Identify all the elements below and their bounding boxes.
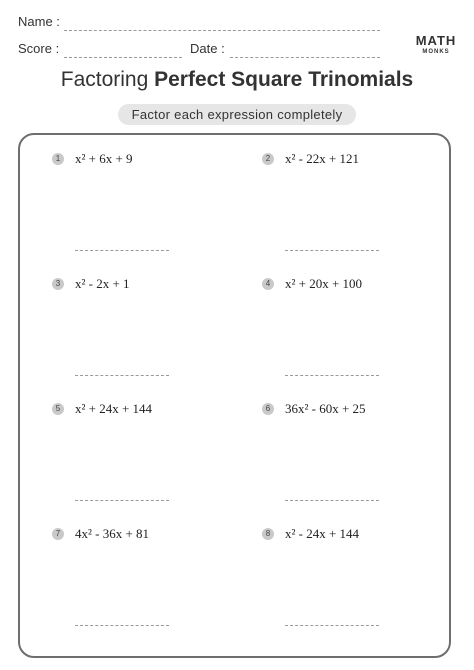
problem-expression: x² + 24x + 144 — [75, 401, 153, 416]
answer-line[interactable] — [75, 500, 169, 501]
math-monks-logo — [414, 34, 458, 56]
instruction-pill: Factor each expression completely — [118, 104, 357, 125]
problem-number-badge: 2 — [262, 153, 274, 165]
problem-number-badge: 7 — [52, 528, 64, 540]
problem-expression: x² - 24x + 144 — [285, 526, 360, 541]
problem-expression: 4x² - 36x + 81 — [75, 526, 150, 541]
problem-expression: 36x² - 60x + 25 — [285, 401, 366, 416]
name-field[interactable] — [64, 30, 380, 31]
problem-number-badge: 1 — [52, 153, 64, 165]
problem-number-badge: 6 — [262, 403, 274, 415]
worksheet-title — [0, 68, 474, 92]
answer-line[interactable] — [285, 625, 379, 626]
answer-line[interactable] — [75, 375, 169, 376]
answer-line[interactable] — [75, 250, 169, 251]
answer-line[interactable] — [75, 625, 169, 626]
problem-expression: x² - 2x + 1 — [75, 276, 130, 291]
logo-main-text: MATH — [415, 33, 457, 48]
date-label: Date : — [190, 41, 225, 56]
problem-number-badge: 4 — [262, 278, 274, 290]
title-bold: Perfect Square Trinomials — [154, 68, 414, 91]
problems-box — [18, 133, 451, 658]
answer-line[interactable] — [285, 250, 379, 251]
title-prefix: Factoring — [60, 68, 155, 91]
problem-expression: x² + 6x + 9 — [75, 151, 133, 166]
score-label: Score : — [18, 41, 60, 56]
score-field[interactable] — [64, 57, 182, 58]
problem-number-badge: 5 — [52, 403, 64, 415]
answer-line[interactable] — [285, 500, 379, 501]
problem-number-badge: 8 — [262, 528, 274, 540]
problem-number-badge: 3 — [52, 278, 64, 290]
problem-expression: x² - 22x + 121 — [285, 151, 360, 166]
answer-line[interactable] — [285, 375, 379, 376]
date-field[interactable] — [230, 57, 380, 58]
problem-expression: x² + 20x + 100 — [285, 276, 363, 291]
logo-sub-text: MONKS — [422, 49, 450, 55]
name-label: Name : — [18, 14, 60, 29]
